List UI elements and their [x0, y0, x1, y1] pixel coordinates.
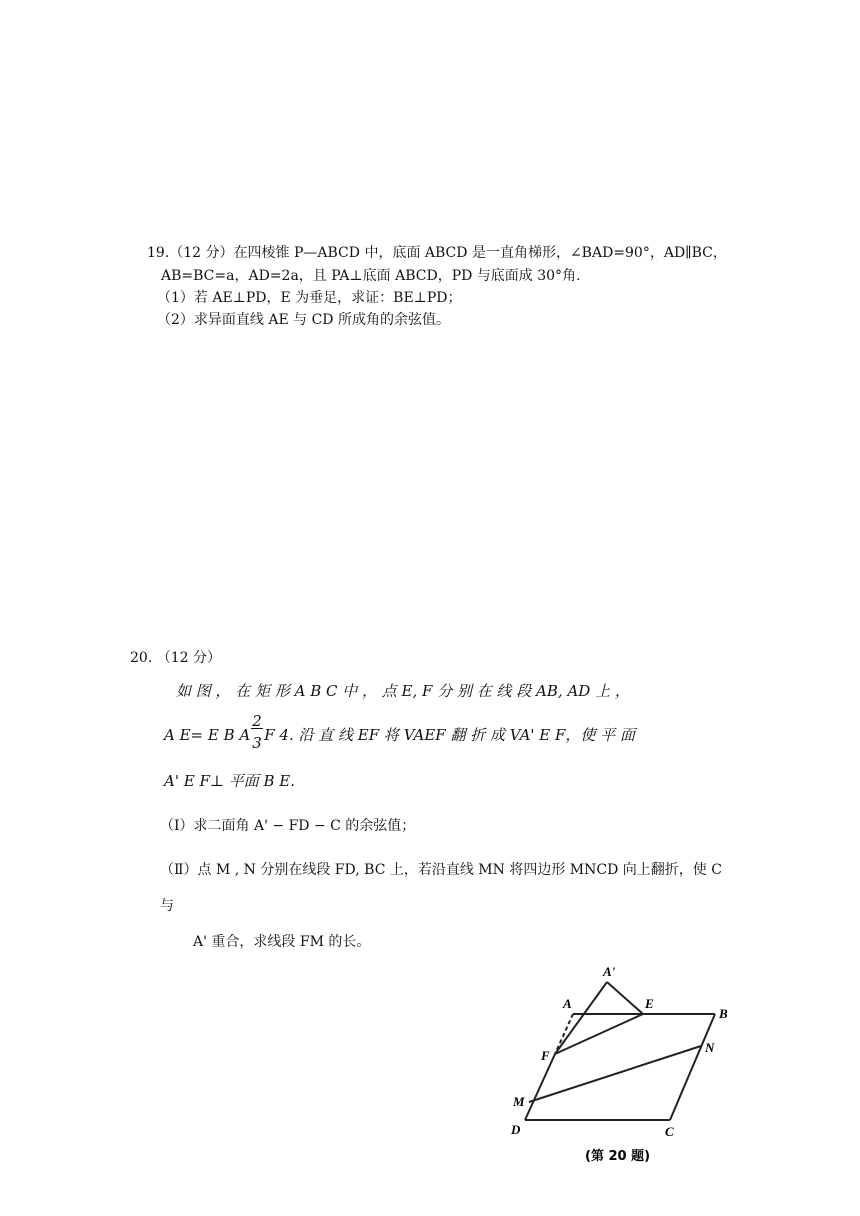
- edge-BC: [670, 1014, 715, 1120]
- label-C: C: [665, 1124, 674, 1139]
- label-F: F: [541, 1048, 550, 1063]
- label-N: N: [705, 1040, 715, 1055]
- q20-part2-c: A' 重合，求线段 FM 的长。: [193, 934, 371, 950]
- label-M: M: [513, 1094, 525, 1109]
- figure-20-diagram: [505, 962, 745, 1177]
- q20-heading: 20. （12 分）: [130, 650, 221, 666]
- q20-line3: A' E F⊥ 平面 B E.: [164, 772, 296, 790]
- label-A-prime: A': [603, 964, 616, 979]
- label-B: B: [719, 1006, 728, 1021]
- q20-line2: [164, 712, 635, 752]
- edge-A-prime-E: [607, 982, 643, 1014]
- q20-part2-a: （Ⅱ）点 M , N 分别在线段 FD, BC 上，若沿直线 MN 将四边形 MNCD 向上翻折，使 C: [160, 862, 722, 878]
- fraction-bar: [251, 728, 263, 729]
- q19-line2: AB=BC=a，AD=2a，且 PA⊥底面 ABCD，PD 与底面成 30°角.: [161, 268, 581, 284]
- fraction-denominator: 3: [252, 734, 262, 752]
- q20-part1: （Ⅰ）求二面角 A' − FD − C 的余弦值；: [160, 818, 416, 834]
- figure-caption: (第 20 题): [585, 1149, 651, 1164]
- label-E: E: [645, 996, 654, 1011]
- fraction: [250, 712, 264, 752]
- q20-line2-a: A E= E B A: [164, 726, 251, 744]
- label-A: A: [563, 996, 572, 1011]
- q19-part2: （2）求异面直线 AE 与 CD 所成角的余弦值。: [157, 312, 450, 328]
- q19-line1: 19.（12 分）在四棱锥 P—ABCD 中，底面 ABCD 是一直角梯形，∠BAD=90°，AD∥BC，: [147, 245, 727, 261]
- figure-20: [505, 962, 745, 1177]
- edge-DF: [525, 1054, 555, 1120]
- q20-line1: 如 图 ， 在 矩 形 A B C 中 ， 点 E, F 分 别 在 线 段 AB, AD 上 ，: [176, 682, 630, 700]
- fold-line-EF: [555, 1014, 643, 1054]
- fraction-numerator: 2: [252, 712, 262, 730]
- q20-line2-b: F 4. 沿 直 线 EF 将 VAEF 翻 折 成 VA' E F，使 平 面: [264, 726, 635, 744]
- q20-part2-b: 与: [160, 898, 174, 914]
- q19-part1: （1）若 AE⊥PD，E 为垂足，求证：BE⊥PD；: [157, 290, 462, 306]
- label-D: D: [511, 1122, 521, 1137]
